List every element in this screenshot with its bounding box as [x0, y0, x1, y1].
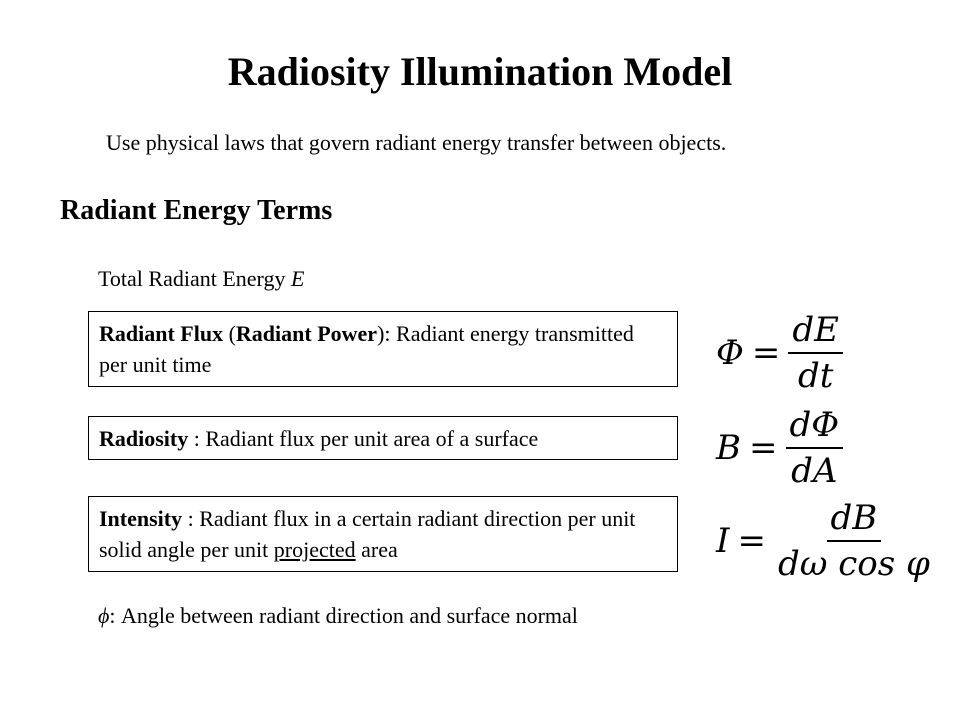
intensity-definition-end: area	[355, 537, 398, 562]
radiosity-box	[88, 416, 678, 460]
eq2-fraction	[786, 405, 844, 491]
subtitle: Use physical laws that govern radiant energy transfer between objects.	[106, 130, 727, 155]
phi-definition: : Angle between radiant direction and surface normal	[109, 603, 578, 628]
intensity-term: Intensity	[99, 506, 183, 531]
phi-symbol: ϕ	[98, 603, 110, 628]
section-heading: Radiant Energy Terms	[60, 195, 333, 226]
energy-symbol: E	[290, 266, 305, 291]
eq3-denominator: dω cos φ	[777, 544, 930, 584]
eq3-fraction	[774, 498, 934, 584]
eq2-denominator: dA	[791, 451, 838, 491]
eq3-equals: =	[737, 521, 766, 561]
radiant-flux-paren: (	[223, 321, 236, 346]
phi-note	[98, 601, 578, 631]
page-title: Radiosity Illumination Model	[227, 49, 733, 94]
radiosity-equation	[716, 405, 843, 491]
eq3-numerator: dB	[827, 498, 882, 542]
total-radiant-energy	[98, 264, 304, 294]
radiant-power-term: Radiant Power	[235, 321, 378, 346]
radiant-flux-definition: ): Radiant energy transmitted per unit time	[99, 321, 634, 377]
eq1-fraction	[788, 310, 843, 396]
eq1-numerator: dE	[788, 310, 843, 354]
eq2-equals: =	[749, 428, 778, 468]
eq3-lhs: I	[716, 521, 730, 561]
radiant-flux-term: Radiant Flux	[99, 321, 224, 346]
eq2-lhs: B	[716, 428, 741, 468]
radiosity-definition: : Radiant flux per unit area of a surface	[188, 426, 539, 451]
eq1-equals: =	[751, 333, 781, 373]
intensity-equation	[716, 498, 934, 584]
eq1-denominator: dt	[797, 356, 834, 396]
radiosity-term: Radiosity	[99, 426, 189, 451]
intensity-definition: : Radiant flux in a certain radiant direction per unit solid angle per unit	[99, 506, 636, 562]
intensity-box	[88, 496, 678, 572]
projected-underlined: projected	[273, 537, 356, 562]
eq2-numerator: dΦ	[786, 405, 844, 449]
total-energy-label: Total Radiant Energy	[98, 266, 291, 291]
radiant-flux-box	[88, 311, 678, 387]
eq1-lhs: Φ	[716, 333, 744, 373]
radiant-flux-equation	[716, 310, 843, 396]
